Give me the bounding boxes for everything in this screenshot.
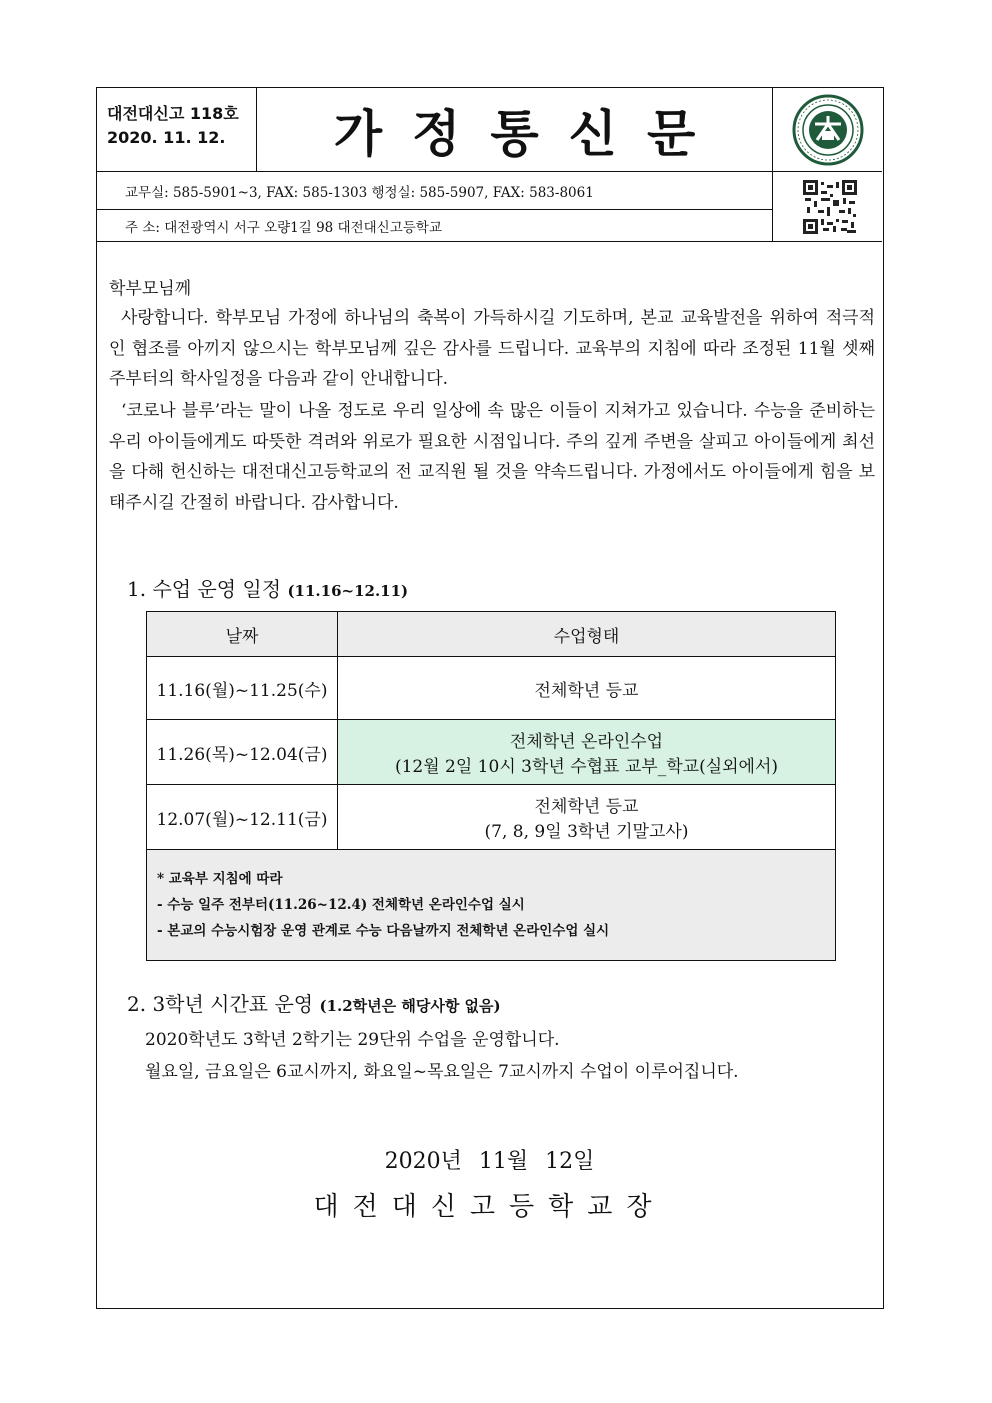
table-row	[147, 657, 836, 720]
row-type: 전체학년 등교	[338, 657, 836, 720]
letter-paragraph-2: ‘코로나 블루’라는 말이 나올 정도로 우리 일상에 속 많은 이들이 지쳐가고 있습니다. 수능을 준비하는 우리 아이들에게도 따뜻한 격려와 위로가 필요한 시점입니다. 주의 깊게 주변을 살피고 아이들에게 최선을 다해 헌신하는 대전대신고등학교의 전 교직원 될 것을 약속드립니다. 가정에서도 아이들에게 힘을 보태주시길 간절히 바랍니다. 감사합니다.	[109, 401, 875, 513]
page-title: 가정통신문	[257, 88, 772, 172]
row-date: 12.07(월)~12.11(금)	[147, 785, 338, 850]
table-row	[147, 720, 836, 785]
section-2-heading	[127, 988, 501, 1017]
row-detail: (7, 8, 9일 3학년 기말고사)	[484, 822, 689, 842]
newsletter-header	[97, 88, 882, 242]
section-1-heading	[127, 573, 408, 602]
document-frame	[96, 87, 884, 1309]
section-2-line-1: 2020학년도 3학년 2학기는 29단위 수업을 운영합니다.	[145, 1030, 560, 1050]
issue-date: 2020. 11. 12.	[107, 128, 226, 147]
section-2-line-2: 월요일, 금요일은 6교시까지, 화요일~목요일은 7교시까지 수업이 이루어집니다.	[145, 1062, 739, 1082]
contact-info: 교무실: 585-5901~3, FAX: 585-1303 행정실: 585-5907, FAX: 583-8061	[97, 172, 772, 210]
row-type-highlighted	[338, 720, 836, 785]
school-logo	[772, 88, 882, 172]
schedule-table	[146, 611, 836, 961]
qr-code	[772, 172, 882, 242]
principal-signature: 대전대신고등학교장	[313, 1192, 666, 1222]
issue-number: 대전대신고 118호	[107, 104, 239, 123]
letter-date: 2020년 11월 12일	[384, 1149, 595, 1174]
section-1-title: 1. 수업 운영 일정	[127, 577, 282, 601]
section-2-title: 2. 3학년 시간표 운영	[127, 992, 314, 1016]
row-date: 11.26(목)~12.04(금)	[147, 720, 338, 785]
school-emblem-icon	[773, 88, 883, 172]
issue-info	[97, 88, 257, 172]
row-type-cell	[338, 785, 836, 850]
section-1-subtitle: (11.16~12.11)	[287, 582, 409, 600]
greeting: 학부모님께	[109, 279, 192, 299]
address-info: 주 소: 대전광역시 서구 오량1길 98 대전대신고등학교	[97, 210, 772, 242]
row-type: 전체학년 온라인수업	[509, 732, 664, 752]
table-row	[147, 785, 836, 850]
column-header-type: 수업형태	[338, 612, 836, 657]
note-line: - 본교의 수능시험장 운영 관계로 수능 다음날까지 전체학년 온라인수업 실시	[157, 923, 610, 939]
letter-paragraph-1: 사랑합니다. 학부모님 가정에 하나님의 축복이 가득하시길 기도하며, 본교 교육발전을 위하여 적극적인 협조를 아끼지 않으시는 학부모님께 깊은 감사를 드립니다. 교육부의 지침에 따라 조정된 11월 셋째 주부터의 학사일정을 다음과 같이 안내합니다.	[109, 308, 875, 389]
row-date: 11.16(월)~11.25(수)	[147, 657, 338, 720]
column-header-date: 날짜	[147, 612, 338, 657]
row-type: 전체학년 등교	[534, 797, 639, 817]
note-line: * 교육부 지침에 따라	[157, 871, 283, 887]
section-2-subtitle: (1.2학년은 해당사항 없음)	[319, 997, 501, 1015]
row-detail: (12월 2일 10시 3학년 수협표 교부_학교(실외에서)	[394, 757, 779, 777]
notes-row	[147, 850, 836, 961]
table-notes	[147, 850, 836, 961]
note-line: - 수능 일주 전부터(11.26~12.4) 전체학년 온라인수업 실시	[157, 897, 525, 913]
qr-code-icon	[773, 172, 883, 242]
table-header-row	[147, 612, 836, 657]
